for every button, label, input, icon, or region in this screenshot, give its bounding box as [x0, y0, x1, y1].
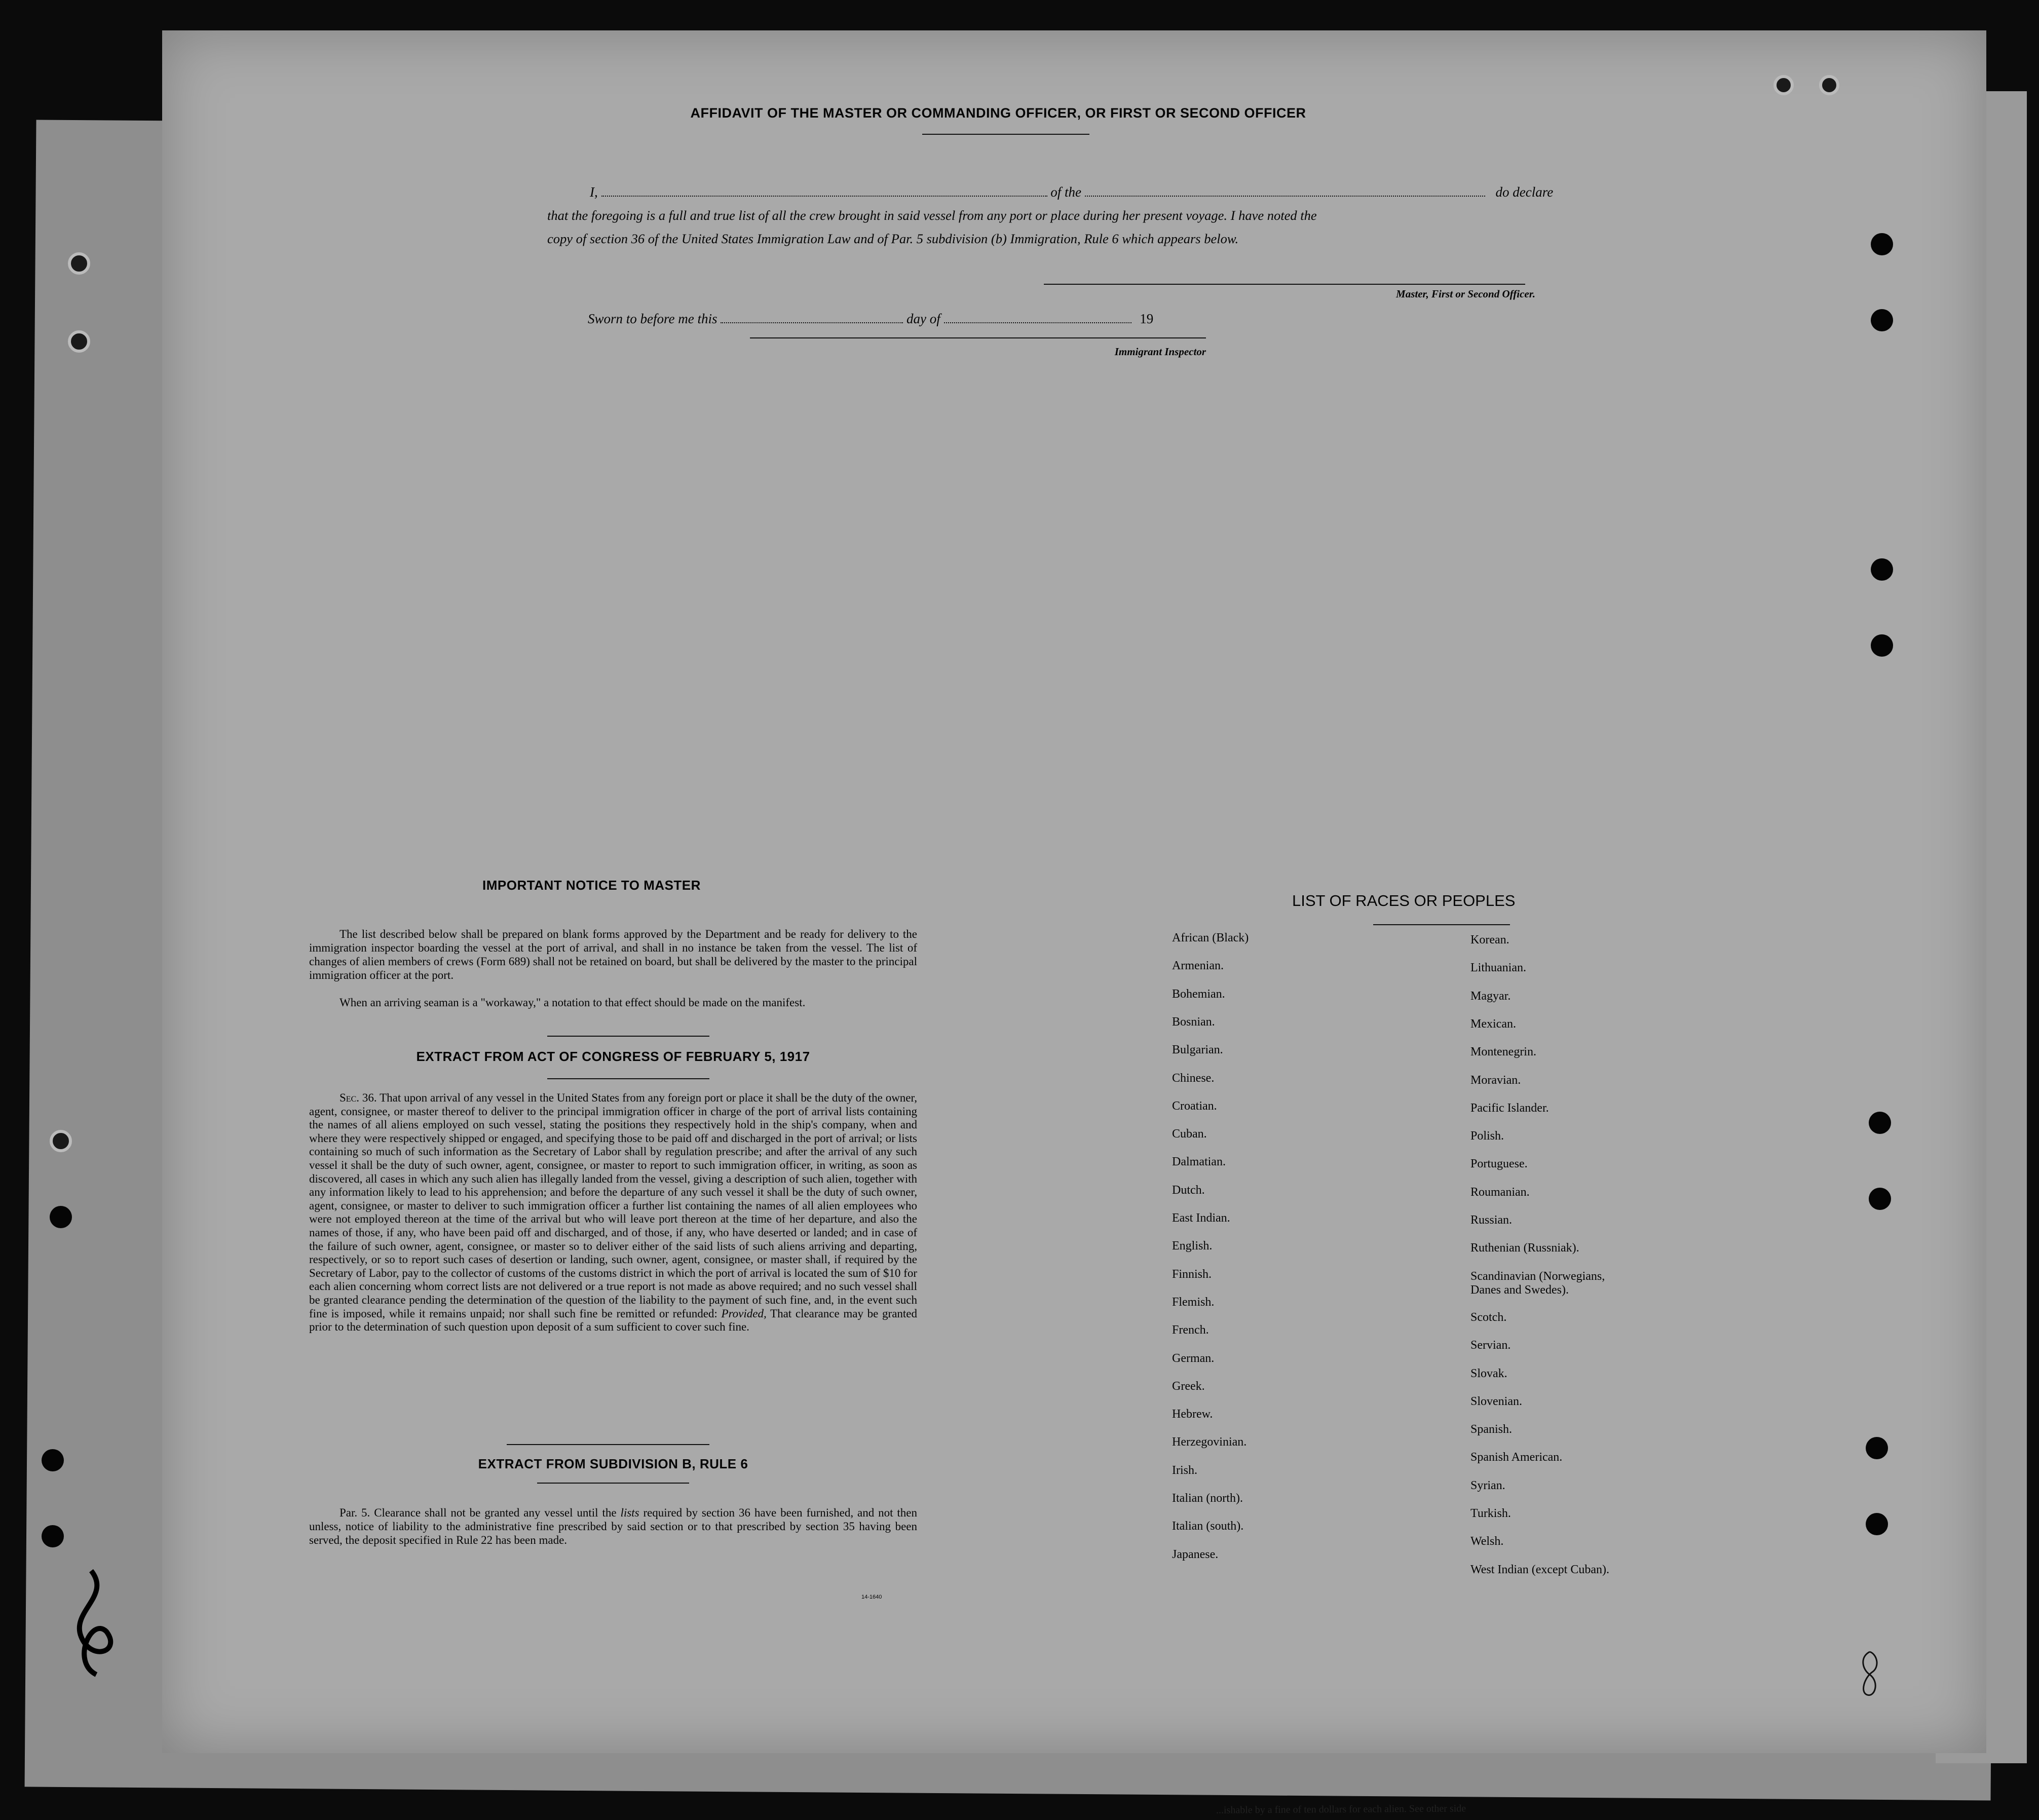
act-proviso-word: Provided,	[721, 1307, 767, 1320]
act-heading: EXTRACT FROM ACT OF CONGRESS OF FEBRUARY 5, 1917	[416, 1049, 810, 1064]
race-item: Servian.	[1470, 1339, 1511, 1352]
race-item: Turkish.	[1470, 1507, 1511, 1520]
punch-hole	[1866, 1513, 1888, 1535]
race-item: German.	[1172, 1351, 1215, 1365]
races-heading-rule	[1373, 924, 1510, 925]
sworn-month-blank[interactable]	[944, 322, 1131, 323]
punch-hole	[1871, 558, 1893, 581]
punch-hole	[1871, 233, 1893, 255]
race-item: East Indian.	[1172, 1211, 1230, 1225]
race-item: Syrian.	[1470, 1478, 1505, 1492]
act-section-36	[309, 1091, 917, 1334]
inspector-signature-label: Immigrant Inspector	[1114, 346, 1206, 358]
section-rule	[537, 1483, 689, 1484]
race-item: Korean.	[1470, 933, 1509, 946]
race-item: Lithuanian.	[1470, 961, 1526, 975]
race-item: Croatian.	[1172, 1099, 1217, 1113]
race-item: Mexican.	[1470, 1017, 1516, 1031]
master-signature-line[interactable]	[1044, 284, 1525, 285]
race-item: Scotch.	[1470, 1310, 1507, 1324]
notice-paragraph-1	[309, 927, 917, 982]
notice-paragraph-2	[309, 996, 917, 1009]
binder-hole	[50, 1206, 72, 1228]
race-item: Bohemian.	[1172, 987, 1225, 1001]
race-item: Flemish.	[1172, 1295, 1215, 1309]
race-item: Italian (south).	[1172, 1520, 1244, 1533]
race-item: Pacific Islander.	[1470, 1101, 1549, 1115]
sworn-line	[588, 307, 1297, 330]
declaration-line-3: copy of section 36 of the United States Immigration Law and of Par. 5 subdivision (b) Immigration, Rule 6 which appears below.	[547, 231, 1239, 246]
section-rule	[507, 1444, 709, 1445]
race-item: Finnish.	[1172, 1267, 1212, 1281]
affidavit-heading: AFFIDAVIT OF THE MASTER OR COMMANDING OFFICER, OR FIRST OR SECOND OFFICER	[690, 105, 1306, 121]
binder-hole	[42, 1525, 64, 1547]
punch-hole	[1819, 75, 1839, 95]
form-page	[162, 30, 1986, 1753]
handwritten-scrawl	[61, 1566, 142, 1682]
bleed-through	[466, 350, 1885, 1008]
sworn-day-of: day of	[907, 311, 940, 326]
subdivision-paragraph	[309, 1506, 917, 1547]
punch-hole	[1773, 75, 1794, 95]
race-item: African (Black)	[1172, 931, 1249, 944]
punch-hole	[1869, 1188, 1891, 1210]
race-item: West Indian (except Cuban).	[1470, 1563, 1609, 1576]
section-rule	[547, 1078, 709, 1079]
race-item: Spanish.	[1470, 1423, 1513, 1436]
race-item: Greek.	[1172, 1379, 1205, 1393]
punch-hole	[1869, 1112, 1891, 1134]
subdivision-text-end: required by section 36 have been furnished, and not then unless, notice of liability to the administrative fine prescribed by said section or to that prescribed by section 35 having been served, the deposit specified in Rule 22 has been made.	[309, 1506, 917, 1546]
sworn-prefix: Sworn to before me this	[588, 311, 718, 326]
declare-suffix: do declare	[1495, 184, 1554, 200]
race-item: Bulgarian.	[1172, 1043, 1223, 1057]
race-item: Hebrew.	[1172, 1408, 1213, 1421]
race-item: Italian (north).	[1172, 1492, 1243, 1505]
act-section-body: That upon arrival of any vessel in the United States from any foreign port or place it shall be the duty of the owner, agent, consignee, or master thereof to deliver to the principal immigration officer in charge of the port of arrival lists containing the names of all aliens employed on such vessel, stating the positions they respectively hold in the ship's company, when and where they were respectively shipped or engaged, and specifying those to be paid off and discharged in the port of arrival; or lists containing so much of such information as the Secretary of Labor shall by regulation prescribe; and after the arrival of any such vessel it shall be the duty of such owner, agent, consignee, or master to report to such immigration officer, in writing, as soon as discovered, all cases in which any such alien has illegally landed from the vessel, giving a description of such alien, together with any information likely to lead to his apprehension; and before the departure of any such vessel it shall be the duty of such owner, agent, consignee, or master to deliver to such immigration officer a further list containing the names of all alien employees who were not employed thereon at the time of the arrival but who will leave port thereon at the time of her departure, and also the names of those, if any, who have been paid off and discharged, and of those, if any, who have deserted or landed; and in case of the failure of such owner, agent, consignee, or master so to deliver either of the said lists of such aliens arriving and departing, respectively, or so to report such cases of desertion or landing, such owner, agent, consignee, or master shall, if required by the Secretary of Labor, pay to the collector of customs of the customs district in which the port of arrival is located the sum of $10 for each alien concerning whom correct lists are not delivered or a true report is not made as above required; and no such vessel shall be granted clearance pending the determination of the question of the liability to the payment of such fine, and, in the event such fine is imposed, while it remains unpaid; nor shall such fine be remitted or refunded:	[309, 1091, 917, 1320]
races-heading: LIST OF RACES OR PEOPLES	[1292, 892, 1516, 909]
race-item: Herzegovinian.	[1172, 1435, 1247, 1449]
race-item: Slovak.	[1470, 1367, 1507, 1380]
declarant-line	[590, 180, 1715, 204]
act-proviso-text: That clearance may be granted prior to the determination of such question upon deposit of a sum sufficient to cover such fine.	[309, 1307, 918, 1334]
notice-heading: IMPORTANT NOTICE TO MASTER	[482, 878, 701, 893]
binder-hole	[68, 330, 90, 353]
race-item: Irish.	[1172, 1463, 1197, 1477]
master-signature-label: Master, First or Second Officer.	[1396, 288, 1535, 300]
race-item: Cuban.	[1172, 1127, 1207, 1141]
form-number: 14-1640	[861, 1594, 882, 1600]
punch-hole	[1871, 309, 1893, 331]
subdivision-heading: EXTRACT FROM SUBDIVISION B, RULE 6	[478, 1456, 748, 1471]
race-item: Slovenian.	[1470, 1394, 1522, 1408]
race-item: English.	[1172, 1239, 1213, 1253]
handwritten-mark	[1855, 1647, 1885, 1702]
race-item: Scandinavian (Norwegians, Danes and Swedes).	[1470, 1269, 1605, 1297]
race-item: Montenegrin.	[1470, 1045, 1536, 1059]
binder-hole	[42, 1449, 64, 1471]
race-item: French.	[1172, 1323, 1209, 1337]
notice-text-2: When an arriving seaman is a "workaway," a notation to that effect should be made on the manifest.	[339, 996, 806, 1009]
act-section-label: Sec. 36.	[339, 1091, 377, 1104]
race-item: Japanese.	[1172, 1547, 1219, 1561]
heading-rule	[922, 134, 1089, 135]
inspector-signature-line[interactable]	[750, 337, 1206, 338]
race-item: Magyar.	[1470, 989, 1511, 1003]
race-item: Bosnian.	[1172, 1015, 1215, 1029]
punch-hole	[1871, 634, 1893, 657]
race-item: Armenian.	[1172, 959, 1224, 973]
sworn-day-blank[interactable]	[721, 322, 903, 323]
underlying-sheet-text: ...ishable by a fine of ten dollars for each alien. See other side	[1216, 1803, 1466, 1816]
race-item: Roumanian.	[1470, 1185, 1530, 1199]
race-item: Dalmatian.	[1172, 1155, 1226, 1169]
race-item: Polish.	[1470, 1129, 1504, 1143]
binder-hole	[68, 252, 90, 275]
declaration-line-2: that the foregoing is a full and true list of all the crew brought in said vessel from any port or place during her present voyage. I have noted the	[547, 208, 1317, 223]
race-item: Moravian.	[1470, 1073, 1521, 1087]
sworn-year: 19	[1140, 311, 1154, 326]
race-item: Chinese.	[1172, 1071, 1215, 1085]
vessel-name-blank[interactable]	[1085, 196, 1485, 197]
race-item: Russian.	[1470, 1214, 1513, 1227]
race-item: Dutch.	[1172, 1183, 1205, 1197]
section-rule	[547, 1036, 709, 1037]
declarant-prefix: I,	[590, 184, 598, 200]
race-item: Portuguese.	[1470, 1157, 1528, 1171]
race-item: Ruthenian (Russniak).	[1470, 1241, 1579, 1255]
subdivision-lists-word: lists	[620, 1506, 639, 1519]
race-item: Spanish American.	[1470, 1451, 1563, 1464]
vessel-prefix: of the	[1050, 184, 1081, 200]
subdivision-text-start: Par. 5. Clearance shall not be granted any vessel until the	[339, 1506, 617, 1519]
notice-text-1: The list described below shall be prepared on blank forms approved by the Department and be ready for delivery to the immigration inspector boarding the vessel at the port of arrival, and shall in no instance be taken from the vessel. The list of changes of alien members of crews (Form 689) shall not be retained on board, but shall be delivered by the master to the principal immigration officer at the port.	[309, 928, 917, 981]
punch-hole	[1866, 1437, 1888, 1459]
race-item: Welsh.	[1470, 1535, 1504, 1548]
declarant-name-blank[interactable]	[601, 196, 1047, 197]
binder-hole	[50, 1130, 72, 1152]
